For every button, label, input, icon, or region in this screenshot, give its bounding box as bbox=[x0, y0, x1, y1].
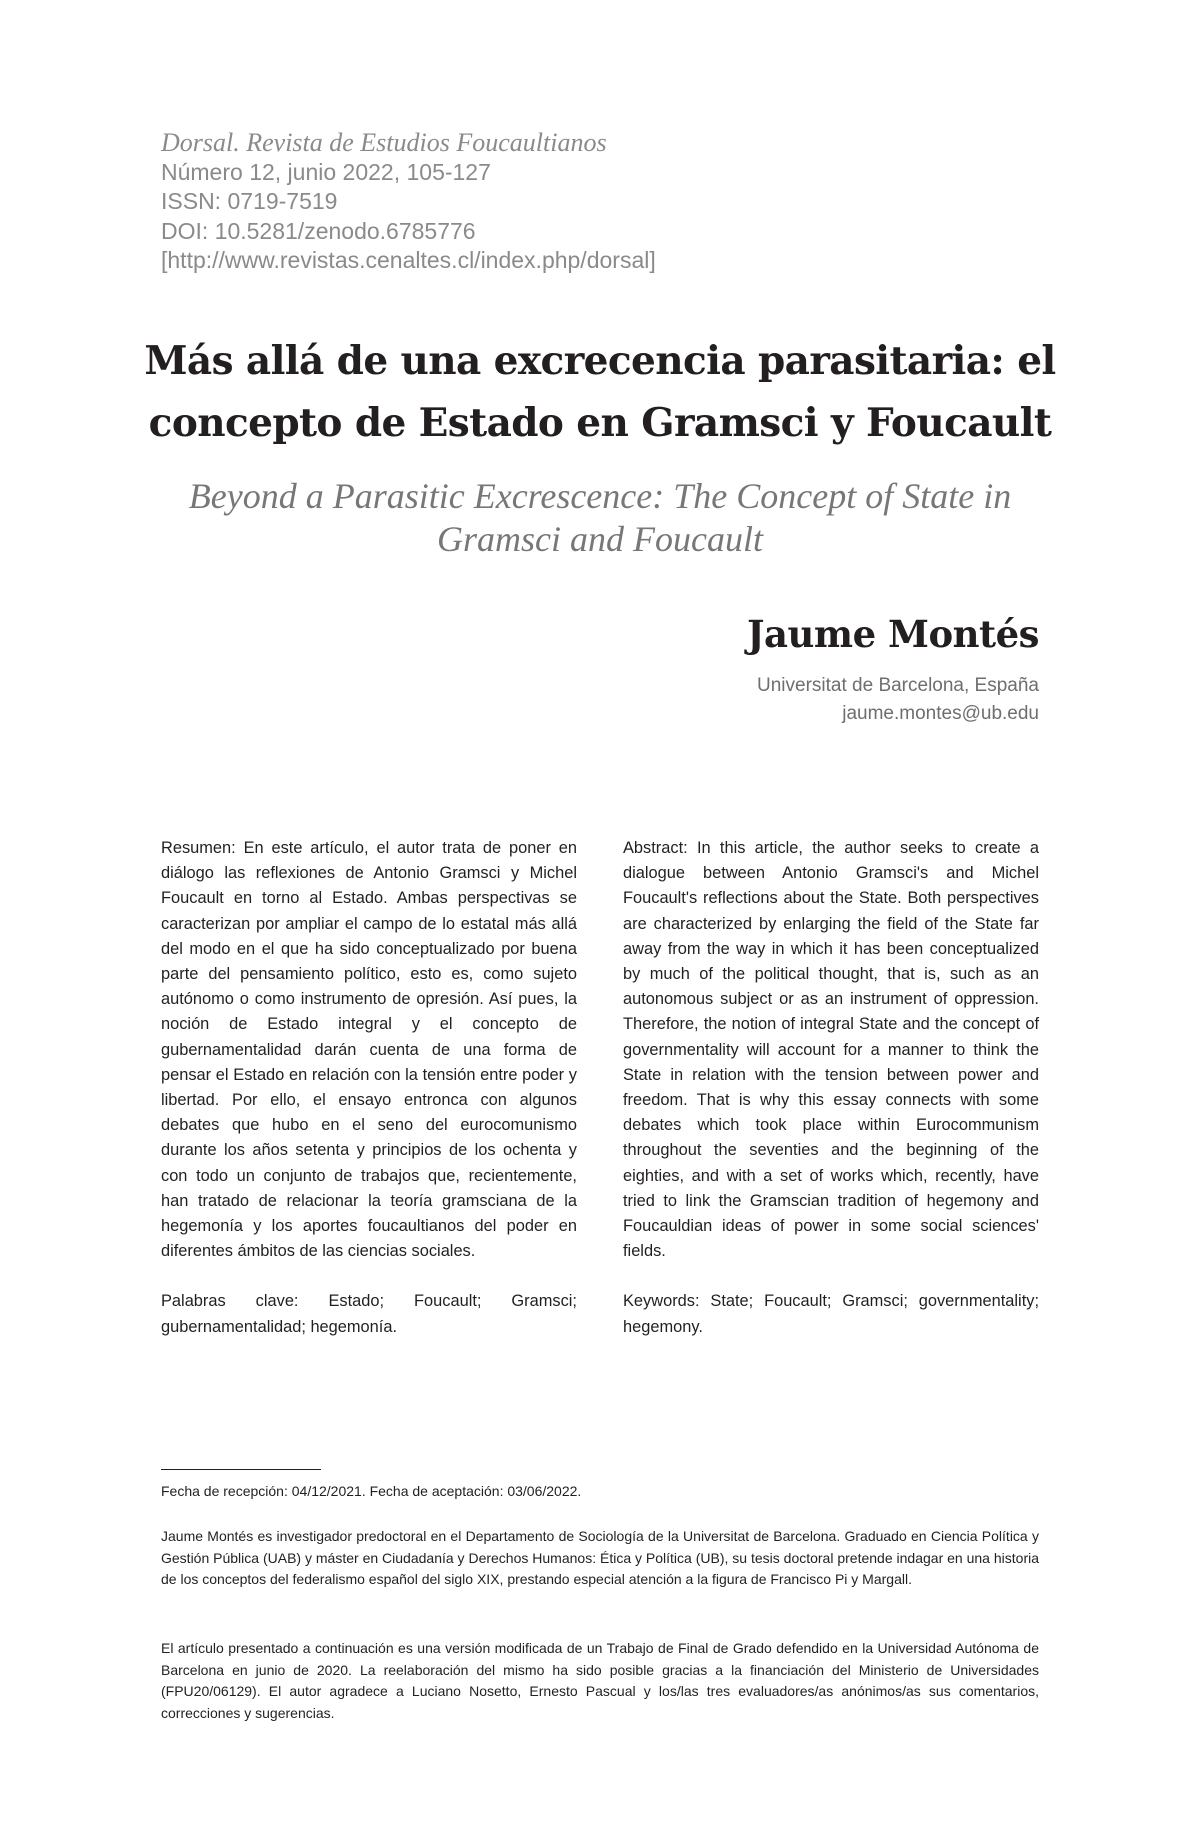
article-title-line-1: Más allá de una excrecencia parasitaria: el bbox=[144, 338, 1056, 384]
journal-issue: Número 12, junio 2022, 105-127 bbox=[161, 158, 491, 185]
author-email[interactable]: jaume.montes@ub.edu bbox=[842, 703, 1039, 724]
journal-issn: ISSN: 0719-7519 bbox=[161, 188, 338, 214]
keywords-en-label: Keywords: bbox=[623, 1292, 700, 1311]
abstract-en-paragraph bbox=[623, 836, 1039, 1264]
keywords-es bbox=[161, 1289, 577, 1339]
author-affiliation-block bbox=[757, 672, 1039, 728]
footnote-divider bbox=[161, 1469, 321, 1470]
footnote-author-bio: Jaume Montés es investigador predoctoral en el Departamento de Sociología de la Universitat de Barcelona. Graduado en Ciencia Política y Gestión Pública (UAB) y máster en Ciudadanía y Derechos Humanos: Ética y Política (UB), su tesis doctoral pretende indagar en una historia de los conceptos del federalismo español del siglo XIX, prestando especial atención a la figura de Francisco Pi y Margall. bbox=[161, 1528, 1039, 1588]
journal-url[interactable]: [http://www.revistas.cenaltes.cl/index.php/dorsal] bbox=[161, 247, 656, 273]
author-affiliation: Universitat de Barcelona, España bbox=[757, 675, 1039, 696]
abstract-es-label: Resumen: bbox=[161, 839, 236, 857]
keywords-en-text: State; Foucault; Gramsci; governmentality; hegemony. bbox=[623, 1292, 1039, 1336]
article-title bbox=[120, 330, 1080, 454]
abstract-es-text: En este artículo, el autor trata de poner en diálogo las reflexiones de Antonio Gramsci y Michel Foucault en torno al Estado. Ambas perspectivas se caracterizan por ampliar el campo de lo estatal más allá del modo en el que ha sido conceptualizado por buena parte del pensamiento político, esto es, como sujeto autónomo o como instrumento de opresión. Así pues, la noción de Estado integral y el concepto de gubernamentalidad darán cuenta de una forma de pensar el Estado en relación con la tensión entre poder y libertad. Por ello, el ensayo entronca con algunos debates que hubo en el seno del eurocomunismo durante los años setenta y principios de los ochenta y con todo un conjunto de trabajos que, recientemente, han tratado de relacionar la teoría gramsciana de la hegemonía y los aportes foucaultianos del poder en diferentes ámbitos de las ciencias sociales. bbox=[161, 839, 577, 1261]
author-name: Jaume Montés bbox=[747, 612, 1039, 656]
keywords-es-text: Estado; Foucault; Gramsci; gubernamentalidad; hegemonía. bbox=[161, 1292, 577, 1336]
article-subtitle bbox=[120, 475, 1080, 561]
abstract-english bbox=[623, 836, 1039, 1340]
keywords-en bbox=[623, 1289, 1039, 1339]
abstract-en-label: Abstract: bbox=[623, 839, 688, 857]
abstract-en-text: In this article, the author seeks to create a dialogue between Antonio Gramsci's and Michel Foucault's reflections about the State. Both perspectives are characterized by enlarging the field of the State far away from the way in which it has been conceptualized by much of the political thought, that is, such as an autonomous subject or as an instrument of oppression. Therefore, the notion of integral State and the concept of governmentality will account for a manner to think the State in relation with the tension between power and freedom. That is why this essay connects with some debates which took place within Eurocommunism throughout the seventies and the beginning of the eighties, and with a set of works which, recently, have tried to link the Gramscian tradition of hegemony and Foucauldian ideas of power in some social sciences' fields. bbox=[623, 839, 1039, 1261]
article-subtitle-line-1: Beyond a Parasitic Excrescence: The Concept of State in bbox=[188, 476, 1012, 516]
article-title-line-2: concepto de Estado en Gramsci y Foucault bbox=[148, 400, 1052, 446]
abstract-spanish bbox=[161, 836, 577, 1340]
footnote-article-note: El artículo presentado a continuación es una versión modificada de un Trabajo de Final de Grado defendido en la Universidad Autónoma de Barcelona en junio de 2020. La reelaboración del mismo ha sido posible gracias a la financiación del Ministerio de Universidades (FPU20/06129). El autor agradece a Luciano Nosetto, Ernesto Pascual y los/las tres evaluadores/as anónimos/as sus comentarios, correcciones y sugerencias. bbox=[161, 1640, 1039, 1721]
journal-doi[interactable]: DOI: 10.5281/zenodo.6785776 bbox=[161, 217, 476, 244]
journal-name: Dorsal. Revista de Estudios Foucaultianos bbox=[161, 128, 607, 157]
article-subtitle-line-2: Gramsci and Foucault bbox=[437, 519, 763, 559]
journal-header bbox=[161, 128, 861, 276]
abstract-es-paragraph bbox=[161, 836, 577, 1264]
keywords-es-label: Palabras clave: bbox=[161, 1292, 299, 1311]
footnote-dates: Fecha de recepción: 04/12/2021. Fecha de aceptación: 03/06/2022. bbox=[161, 1483, 582, 1499]
